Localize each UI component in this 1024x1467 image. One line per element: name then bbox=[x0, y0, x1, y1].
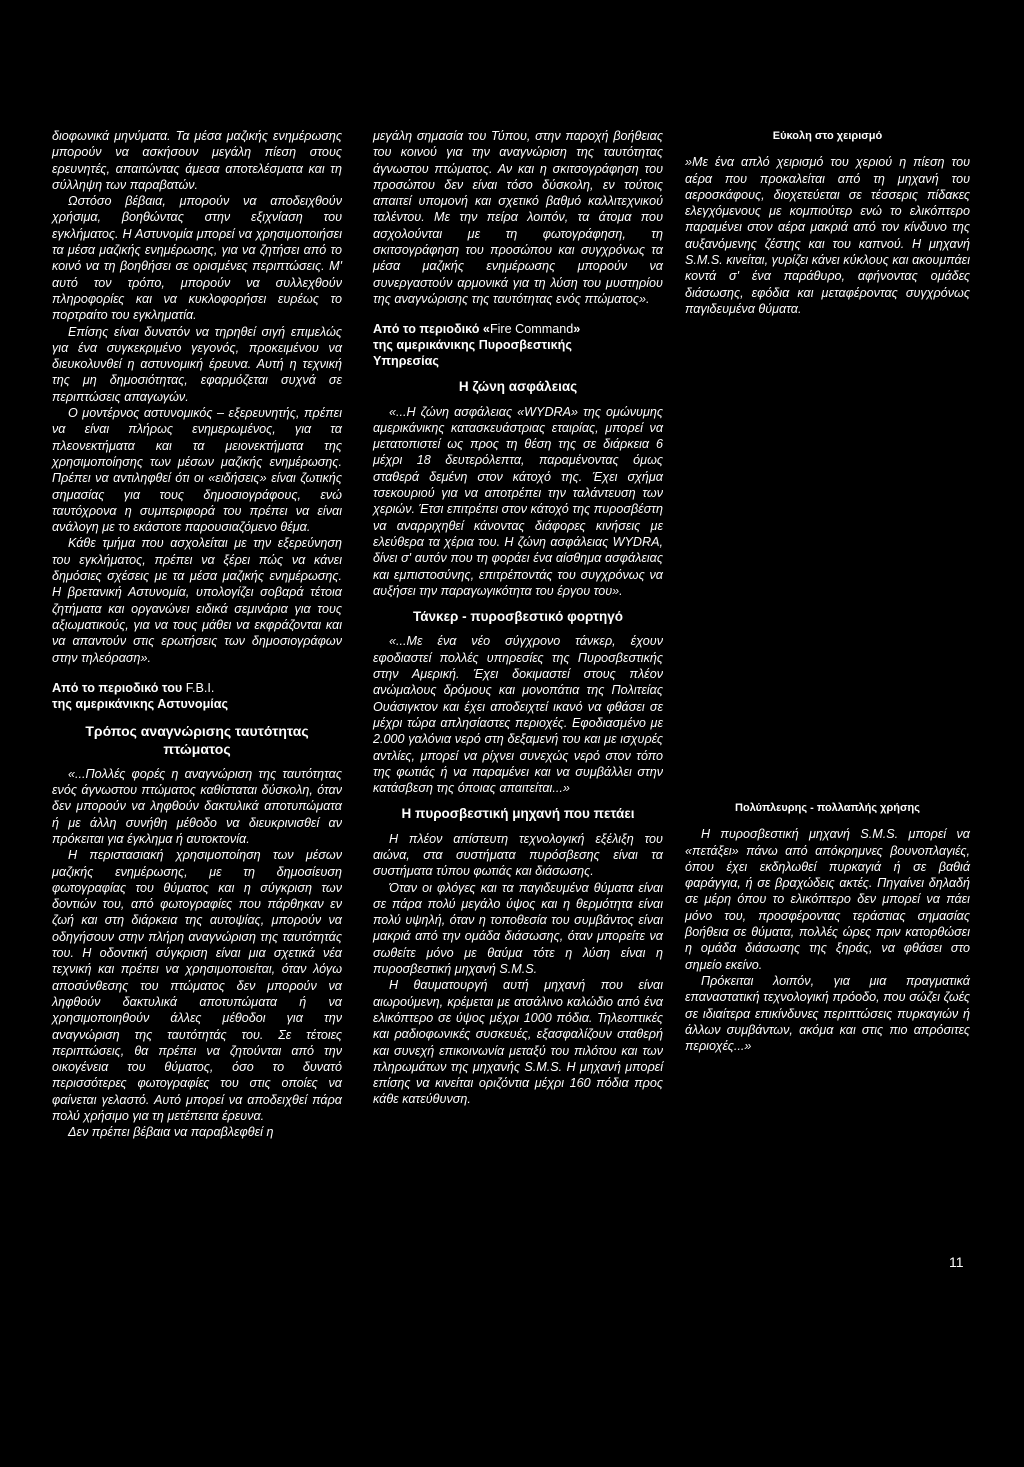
paragraph: Η πλέον απίστευτη τεχνολογική εξέλιξη του αιώνα, στα συστήματα πυρόσβεσης είναι τα συστήματα τύπου φωτιάς και διάσωσης. bbox=[373, 831, 663, 879]
section-heading: Πολύπλευρης - πολλαπλής χρήσης bbox=[735, 802, 920, 814]
source-line: της αμερικάνικης Αστυνομίας bbox=[52, 696, 229, 711]
paragraph: Δεν πρέπει βέβαια να παραβλεφθεί η bbox=[68, 1125, 274, 1140]
column-right-lower bbox=[685, 800, 970, 1054]
paragraph: Επίσης είναι δυνατόν να τηρηθεί σιγή επιμελώς για ένα συγκεκριμένο γεγονός, προκειμένου να διευκολυνθεί η αστυνομική έρευνα. Αυτή η τεχνική της μη δημοσιότητας, εφαρμόζεται συχνά σε περιπτώσεις απαγωγών. bbox=[52, 324, 342, 404]
source-line: της αμερικάνικης Πυροσβεστικής bbox=[373, 338, 572, 353]
source-name: Fire Command bbox=[489, 322, 574, 337]
paragraph: »Με ένα απλό χειρισμό του χεριού η πίεση του αέρα που προκαλείται από τη μηχανή του αεροσκάφους, διοχετεύεται σε τέσσερις πίδακες ελεγχόμενους με κομπιούτερ ενώ το ελικόπτερο παραμένει στον αέρα μακριά από τον κίνδυνο της αυξανόμενης ζέστης και του καπνού. Η μηχανή S.M.S. κινείται, γυρίζει κάνει κύκλους και ακουμπάει κοντά σ' ένα παράθυρο, αφήνοντας ομάδες διάσωσης, εφόδια και μεταφέροντας συγχρόνως παγιδευμένα θύματα. bbox=[685, 155, 970, 316]
paragraph: διοφωνικά μηνύματα. Τα μέσα μαζικής ενημέρωσης μπορούν να ασκήσουν μεγάλη πίεση στους ερευνητές, απαιτώντας άμεσα αποτελέσματα και τη σύλληψη των παραβατών. bbox=[52, 129, 342, 192]
paragraph: Ωστόσο βέβαια, μπορούν να αποδειχθούν χρήσιμα, βοηθώντας στην εξιχνίαση του εγκλήματος. Η Αστυνομία μπορεί να χρησιμοποιήσει τα μέσα μαζικής ενημέρωσης, για να ζητήσει από το κοινό να τη βοηθήσει σε ορισμένες περιπτώσεις. Μ' αυτό τον τρόπο, μπορούν να συλλεχθούν πληροφορίες και να κυκλοφορήσει ευρέως το πορτραίτο του εγκληματία. bbox=[52, 194, 342, 323]
source-suffix: » bbox=[573, 322, 581, 337]
paragraph: Η περιστασιακή χρησιμοποίηση των μέσων μαζικής ενημέρωσης, με τη δημοσίευση φωτογραφίας του θύματος και η σύγκριση των δοντιών του, από φωτογραφίες που πάρθηκαν εν ζωή και στη διάρκεια της αυτοψίας, μπορούν να οδηγήσουν στην πλήρη αναγνώριση της ταυτότητάς του. Η οδοντική σύγκριση είναι μια σχετικά νέα τεχνική και πρέπει να χρησιμοποιείται, όταν λόγω αποσύνθεσης του πτώματος δεν μπορούν να ληφθούν δακτυλικά αποτυπώματα ή να χρησιμοποιηθούν άλλες μέθοδοι για την αναγνώριση της ταυτότητάς του. Σε τέτοιες περιπτώσεις, θα πρέπει να ζητούνται από την οικογένεια του θύματος, όσο το δυνατό περισσότερες φωτογραφίες του στις οποίες να φαίνεται γελαστό. Αυτό μπορεί να αποδειχθεί πάρα πολύ χρήσιμο για τη μετέπειτα έρευνα. bbox=[52, 848, 342, 1124]
paragraph: Κάθε τμήμα που ασχολείται με την εξερεύνηση του εγκλήματος, πρέπει να ξέρει πώς να κάνει δημόσιες σχέσεις με τα μέσα μαζικής ενημέρωσης. Η βρετανική Αστυνομία, υπολογίζει σοβαρά τέτοια ζητήματα και οργανώνει ειδικά σεμινάρια για τους αξιωματικούς, για να τους μάθει να εκφράζονται και να απαντούν στις ερωτήσεις των δημοσιογράφων στην τηλεόραση». bbox=[52, 536, 342, 665]
section-heading: Τρόπος αναγνώρισης ταυτότητας πτώματος bbox=[85, 722, 309, 757]
paragraph: «...Πολλές φορές η αναγνώριση της ταυτότητας ενός άγνωστου πτώματος καθίσταται δύσκολη, όταν δεν μπορούν να ληφθούν δακτυλικά αποτυπώματα ή με άλλη συνήθη μέθοδο να διευκρινισθεί αν πρόκειται για έγκλημα ή αυτοκτονία. bbox=[52, 766, 342, 846]
source-prefix: Από το περιοδικό του bbox=[52, 680, 186, 695]
paragraph: Η θαυματουργή αυτή μηχανή που είναι αιωρούμενη, κρέμεται με ατσάλινο καλώδιο από ένα ελικόπτερο σε ύψος μέχρι 1000 πόδια. Τηλεοπτικές και ραδιοφωνικές συσκευές, εξασφαλίζουν σταθερή και συνεχή επικοινωνία μεταξύ του πιλότου και των πληρωμάτων της μηχανής S.M.S. Η μηχανή μπορεί επίσης να κινείται οριζόντια μέχρι 160 πόδια προς κάθε κατεύθυνση. bbox=[373, 978, 663, 1107]
paragraph: «...Με ένα νέο σύγχρονο τάνκερ, έχουν εφοδιαστεί πολλές υπηρεσίες της Πυροσβεστικής στην Αμερική. Έχει δοκιμαστεί στους πλέον ανώμαλους δρόμους και μονοπάτια της Πολιτείας Ουάσιγκτον και έχει αποδειχτεί ικανό να φθάσει σε μέχρι τώρα απλησίαστες περιοχές. Εφοδιασμένο με 2.000 γαλόνια νερό στη δεξαμενή του και με ισχυρές αντλίες, μπορεί να ρίχνει συνεχώς νερό στον τόπο της φωτιάς ή να παραμένει και να συμβάλλει στην κατάσβεση της όποιας απαιτείται...» bbox=[373, 634, 663, 796]
column-right bbox=[685, 128, 970, 317]
source-line: Υπηρεσίας bbox=[373, 354, 439, 369]
paragraph: Η πυροσβεστική μηχανή S.M.S. μπορεί να «πετάξει» πάνω από απόκρημνες βουνοπλαγιές, όπου έχει εκδηλωθεί πυρκαγιά ή σε βαθιά φαράγγια, ή σε βραχώδεις ακτές. Πηγαίνει δηλαδή σε μέρη όπου το ελικόπτερο δεν μπορεί να πάει μόνο του, προσφέροντας τεράστιας σημασίας βοήθεια σε θύματα, πολλές ώρες πριν κατορθώσει η ομάδα διάσωσης της ξηράς, να φθάσει στο σημείο εκείνο. bbox=[685, 827, 970, 972]
paragraph: Πρόκειται λοιπόν, για μια πραγματικά επαναστατική τεχνολογική πρόοδο, που σώζει ζωές σε ιδιαίτερα επικίνδυνες περιπτώσεις πυρκαγιών ή άλλων συμβάντων, ακόμα και στις πιο απρόσιτες περιοχές...» bbox=[685, 973, 970, 1054]
source-credit bbox=[373, 321, 663, 369]
source-credit bbox=[52, 680, 342, 712]
page-number: 11 bbox=[949, 1254, 964, 1270]
source-name: F.B.I. bbox=[185, 680, 215, 695]
column-middle bbox=[373, 128, 663, 1108]
paragraph: «...Η ζώνη ασφάλειας «WYDRA» της ομώνυμης αμερικάνικης κατασκευάστριας εταιρίας, μπορεί να μετατοπιστεί ως προς τη θέση της σε διάρκεια 6 μέχρι 18 δευτερόλεπτα, παραμένοντας όμως σταθερά δεμένη στον κάτοχό της. Έχει σχήμα τσεκουριού για να αποτρέπει την ταλάντευση των χεριών. Έτσι επιτρέπει στον κάτοχό της πυροσβέστη να αναρριχηθεί κάνοντας διάφορες κινήσεις με ελεύθερα τα χέρια του. Η ζώνη ασφάλειας WYDRA, δίνει σ' αυτόν που τη φοράει ένα αίσθημα ασφάλειας και εμπιστοσύνης, επιτρέποντάς του συγχρόνως να αυξήσει την παραγωγικότητα του έργου του». bbox=[373, 404, 663, 598]
section-heading: Εύκολη στο χειρισμό bbox=[772, 130, 883, 142]
paragraph: Όταν οι φλόγες και τα παγιδευμένα θύματα είναι σε πάρα πολύ μεγάλο ύψος και η θερμότητα είναι πολύ υψηλή, όταν η τοποθεσία του συμβάντος είναι μακριά από την ομάδα διάσωσης, όταν μπορείτε να σωθείτε μόνο με θαύμα τότε η λύση είναι η πυροσβεστική μηχανή S.M.S. bbox=[373, 880, 663, 977]
paragraph: μεγάλη σημασία του Τύπου, στην παροχή βοήθειας του κοινού για την αναγνώριση της ταυτότητας άγνωστου πτώματος. Αν και η σκιτσογράφηση του προσώπου δεν είναι τόσο δύσκολη, εν τούτοις απαιτεί υπομονή και σχετικό βαθμό καλλιτεχνικού ταλέντου. Με την πείρα λοιπόν, τα άτομα που ασχολούνται με τη φωτογράφηση, τη σκιτσογράφηση του προσώπου και συγχρόνως τα μέσα μαζικής ενημέρωσης μπορούν να συνεργαστούν αρμονικά για τη λύση του μυστηρίου της αναγνώρισης της ταυτότητας ενός πτώματος». bbox=[373, 129, 663, 306]
source-prefix: Από το περιοδικό « bbox=[373, 322, 490, 337]
column-left bbox=[52, 128, 342, 1141]
section-heading: Τάνκερ - πυροσβεστικό φορτηγό bbox=[412, 609, 623, 625]
section-heading: Η πυροσβεστική μηχανή που πετάει bbox=[401, 806, 635, 822]
paragraph: Ο μοντέρνος αστυνομικός – εξερευνητής, πρέπει να είναι πλήρως ενημερωμένος, για τα πλεονεκτήματα και τα μειονεκτήματα της χρησιμοποίησης των μέσων μαζικής ενημέρωσης. Πρέπει να αντιληφθεί ότι οι «ειδήσεις» είναι ζωτικής σημασίας για τους δημοσιογράφους, ενώ ταυτόχρονα η συμπεριφορά του πρέπει να είναι ανάλογη με το εκάστοτε παρουσιαζόμενο θέμα. bbox=[52, 406, 342, 535]
section-heading: Η ζώνη ασφάλειας bbox=[458, 379, 578, 395]
